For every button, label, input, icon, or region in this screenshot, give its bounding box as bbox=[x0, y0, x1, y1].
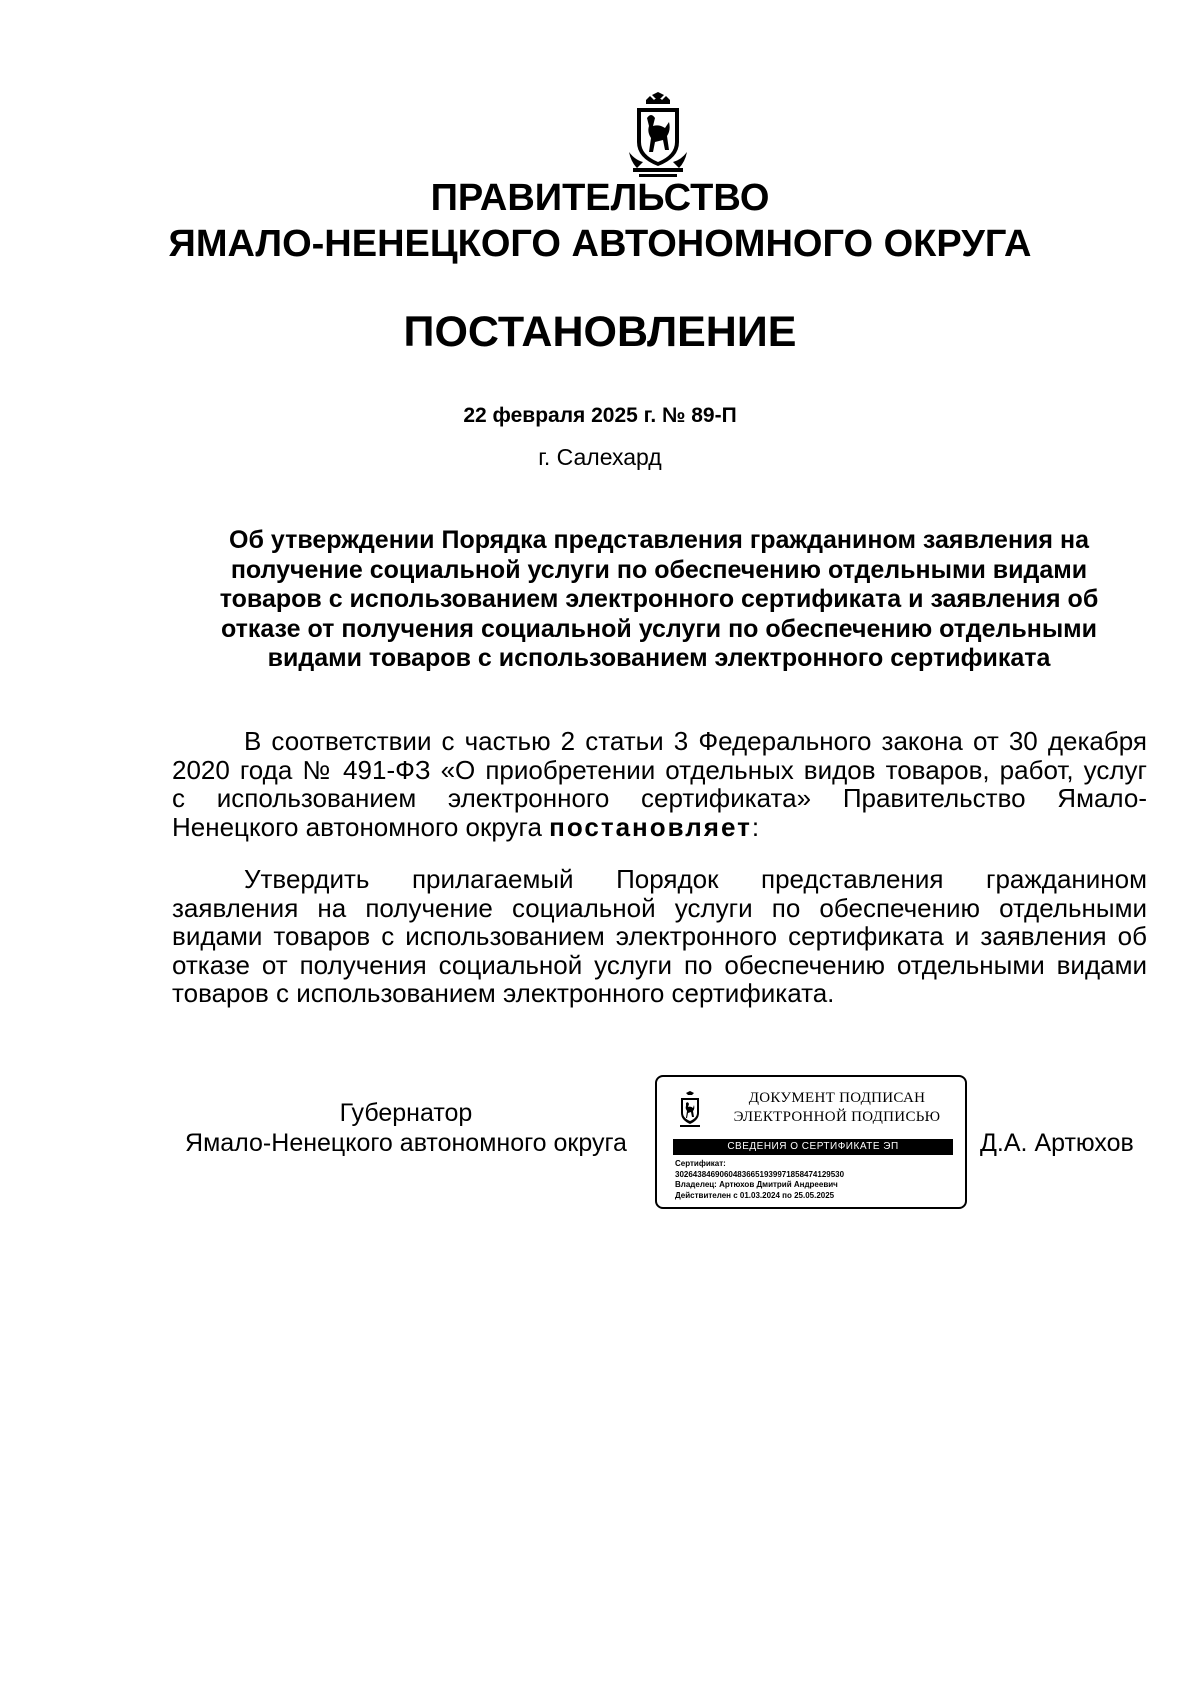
paragraph-line: Утвердить прилагаемый Порядок представления гражданином bbox=[244, 864, 1147, 894]
paragraph-text: : bbox=[751, 811, 760, 842]
coat-of-arms-icon bbox=[625, 92, 691, 178]
signatory-name: Д.А. Артюхов bbox=[980, 1129, 1134, 1157]
coat-of-arms-icon bbox=[677, 1091, 703, 1129]
title-line: Об утверждении Порядка представления гражданином заявления на bbox=[229, 526, 1089, 554]
stamp-title-line: ДОКУМЕНТ ПОДПИСАН bbox=[748, 1090, 926, 1106]
certificate-owner: Владелец: Артюхов Дмитрий Андреевич bbox=[675, 1180, 838, 1189]
stamp-title-line: ЭЛЕКТРОННОЙ ПОДПИСЬЮ bbox=[733, 1109, 941, 1125]
title-line: видами товаров с использованием электронного сертификата bbox=[267, 644, 1051, 672]
title-line: товаров с использованием электронного сертификата и заявления об bbox=[219, 585, 1099, 613]
stamp-emblem bbox=[677, 1091, 703, 1129]
decree-keyword: постановляет bbox=[549, 811, 752, 842]
document-title bbox=[180, 526, 1138, 674]
document-type: ПОСТАНОВЛЕНИЕ bbox=[403, 308, 797, 356]
paragraph-line: отказе от получения социальной услуги по обеспечению отдельными видами bbox=[172, 949, 1147, 980]
paragraph-line: видами товаров с использованием электронного сертификата и заявления об bbox=[172, 921, 1147, 951]
title-line: отказе от получения социальной услуги по обеспечению отдельными bbox=[220, 614, 1098, 643]
electronic-signature-stamp bbox=[655, 1075, 967, 1209]
paragraph-line: В соответствии с частью 2 статьи 3 Федерального закона от 30 декабря bbox=[244, 726, 1147, 756]
preamble-paragraph bbox=[172, 727, 1147, 841]
operative-paragraph bbox=[172, 865, 1147, 1008]
paragraph-line: 2020 года № 491-ФЗ «О приобретении отдельных видов товаров, работ, услуг bbox=[172, 754, 1147, 785]
paragraph-text: Ненецкого автономного округа bbox=[172, 811, 550, 842]
stamp-certificate-details bbox=[675, 1159, 844, 1201]
stamp-title bbox=[719, 1089, 955, 1127]
paragraph-line bbox=[172, 813, 1147, 842]
paragraph-line: с использованием электронного сертификата» Правительство Ямало- bbox=[172, 783, 1147, 813]
org-name-line1: ПРАВИТЕЛЬСТВО bbox=[430, 177, 770, 219]
signatory-role: Губернатор bbox=[339, 1099, 473, 1127]
certificate-validity: Действителен с 01.03.2024 по 25.05.2025 bbox=[675, 1190, 835, 1200]
title-line: получение социальной услуги по обеспечению отдельными видами bbox=[230, 555, 1088, 584]
signatory-region: Ямало-Ненецкого автономного округа bbox=[185, 1129, 627, 1157]
stamp-certificate-bar: СВЕДЕНИЯ О СЕРТИФИКАТЕ ЭП bbox=[673, 1139, 953, 1155]
paragraph-line: товаров с использованием электронного сертификата. bbox=[172, 978, 835, 1008]
certificate-label: Сертификат: bbox=[675, 1159, 726, 1168]
paragraph-line: заявления на получение социальной услуги по обеспечению отдельными bbox=[172, 892, 1147, 923]
document-date-number: 22 февраля 2025 г. № 89-П bbox=[463, 404, 737, 427]
certificate-number: 30264384690604836651939971858474129530 bbox=[675, 1169, 845, 1179]
org-name-line2: ЯМАЛО-НЕНЕЦКОГО АВТОНОМНОГО ОКРУГА bbox=[168, 223, 1032, 265]
coat-of-arms-emblem bbox=[625, 92, 691, 178]
document-city: г. Салехард bbox=[538, 444, 662, 470]
